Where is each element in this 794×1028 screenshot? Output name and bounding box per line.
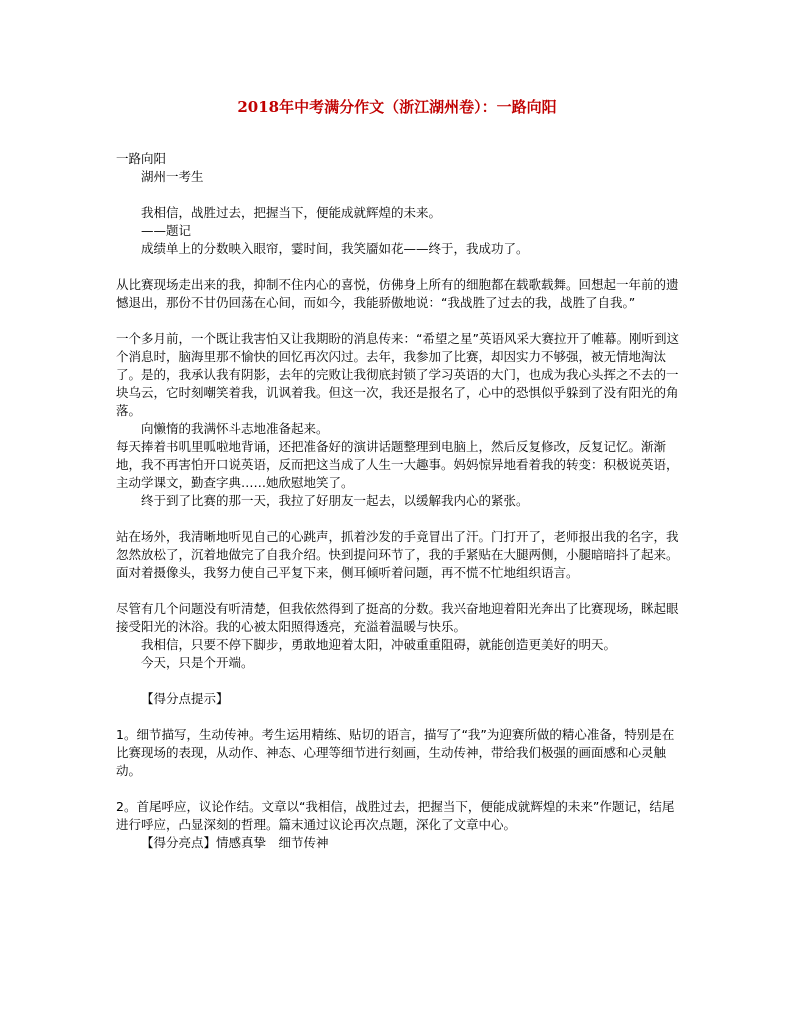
essay-title: 一路向阳 [116,151,167,166]
document-body [116,150,682,852]
blank-line [116,780,682,798]
scoring-tip-2: 2。首尾呼应，议论作结。文章以“我相信，战胜过去，把握当下，便能成就辉煌的未来”作题记，结尾进行呼应，凸显深刻的哲理。篇末通过议论再次点题，深化了文章中心。 [116,799,675,832]
epigraph: 我相信，战胜过去，把握当下，便能成就辉煌的未来。 [141,205,442,220]
paragraph-body-3: 向懒惰的我满怀斗志地准备起来。 [141,421,329,436]
document-title: 2018年中考满分作文（浙江湖州卷）：一路向阳 [237,98,557,116]
paragraph-body-7: 尽管有几个问题没有听清楚，但我依然得到了挺高的分数。我兴奋地迎着阳光奔出了比赛现场，眯起眼接受阳光的沐浴。我的心被太阳照得透亮，充溢着温暖与快乐。 [116,601,679,634]
paragraph-body-8: 我相信，只要不停下脚步，勇敢地迎着太阳，冲破重重阻碍，就能创造更美好的明天。 [141,637,617,652]
scoring-highlights: 【得分亮点】情感真挚 细节传神 [141,835,329,850]
paragraph-body-9: 今天，只是个开端。 [141,655,254,670]
blank-line [116,258,682,276]
paragraph-body-2: 一个多月前，一个既让我害怕又让我期盼的消息传来：“希望之星”英语风采大赛拉开了帷幕。刚听到这个消息时，脑海里那不愉快的回忆再次闪过。去年，我参加了比赛，却因实力不够强，被无情地淘汰了。是的，我承认我有阴影，去年的完败让我彻底封锁了学习英语的大门，也成为我心头挥之不去的一块乌云，它时刻嘲笑着我，讥讽着我。但这一次，我还是报名了，心中的恐惧似乎躲到了没有阳光的角落。 [116,331,679,418]
scoring-tip-1: 1。细节描写，生动传神。考生运用精练、贴切的语言，描写了“我”为迎赛所做的精心准备，特别是在比赛现场的表现，从动作、神态、心理等细节进行刻画，生动传神，带给我们极强的画面感和心灵触动。 [116,727,675,778]
blank-line [116,510,682,528]
blank-line [116,582,682,600]
paragraph-body-1: 从比赛现场走出来的我，抑制不住内心的喜悦，仿佛身上所有的细胞都在载歌载舞。回想起一年前的遗憾退出，那份不甘仍回荡在心间，而如今，我能骄傲地说：“我战胜了过去的我，战胜了自我。” [116,277,679,310]
scoring-tips-heading: 【得分点提示】 [141,691,229,706]
essay-author: 湖州一考生 [141,169,204,184]
blank-line [116,186,682,204]
blank-line [116,708,682,726]
paragraph-body-4: 每天捧着书叽里呱啦地背诵，还把准备好的演讲话题整理到电脑上，然后反复修改，反复记忆。渐渐地，我不再害怕开口说英语，反而把这当成了人生一大趣事。妈妈惊异地看着我的转变：积极说英语，主动学课文，勤查字典……她欣慰地笑了。 [116,439,679,490]
paragraph-body-6: 站在场外，我清晰地听见自己的心跳声，抓着沙发的手竟冒出了汗。门打开了，老师报出我的名字，我忽然放松了，沉着地做完了自我介绍。快到提问环节了，我的手紧贴在大腿两侧，小腿暗暗抖了起来。面对着摄像头，我努力使自己平复下来，侧耳倾听着问题，再不慌不忙地组织语言。 [116,529,679,580]
blank-line [116,672,682,690]
paragraph-body-5: 终于到了比赛的那一天，我拉了好朋友一起去，以缓解我内心的紧张。 [141,493,529,508]
paragraph-opening: 成绩单上的分数映入眼帘，霎时间，我笑靥如花——终于，我成功了。 [141,241,529,256]
blank-line [116,312,682,330]
epigraph-label: ——题记 [141,223,192,238]
